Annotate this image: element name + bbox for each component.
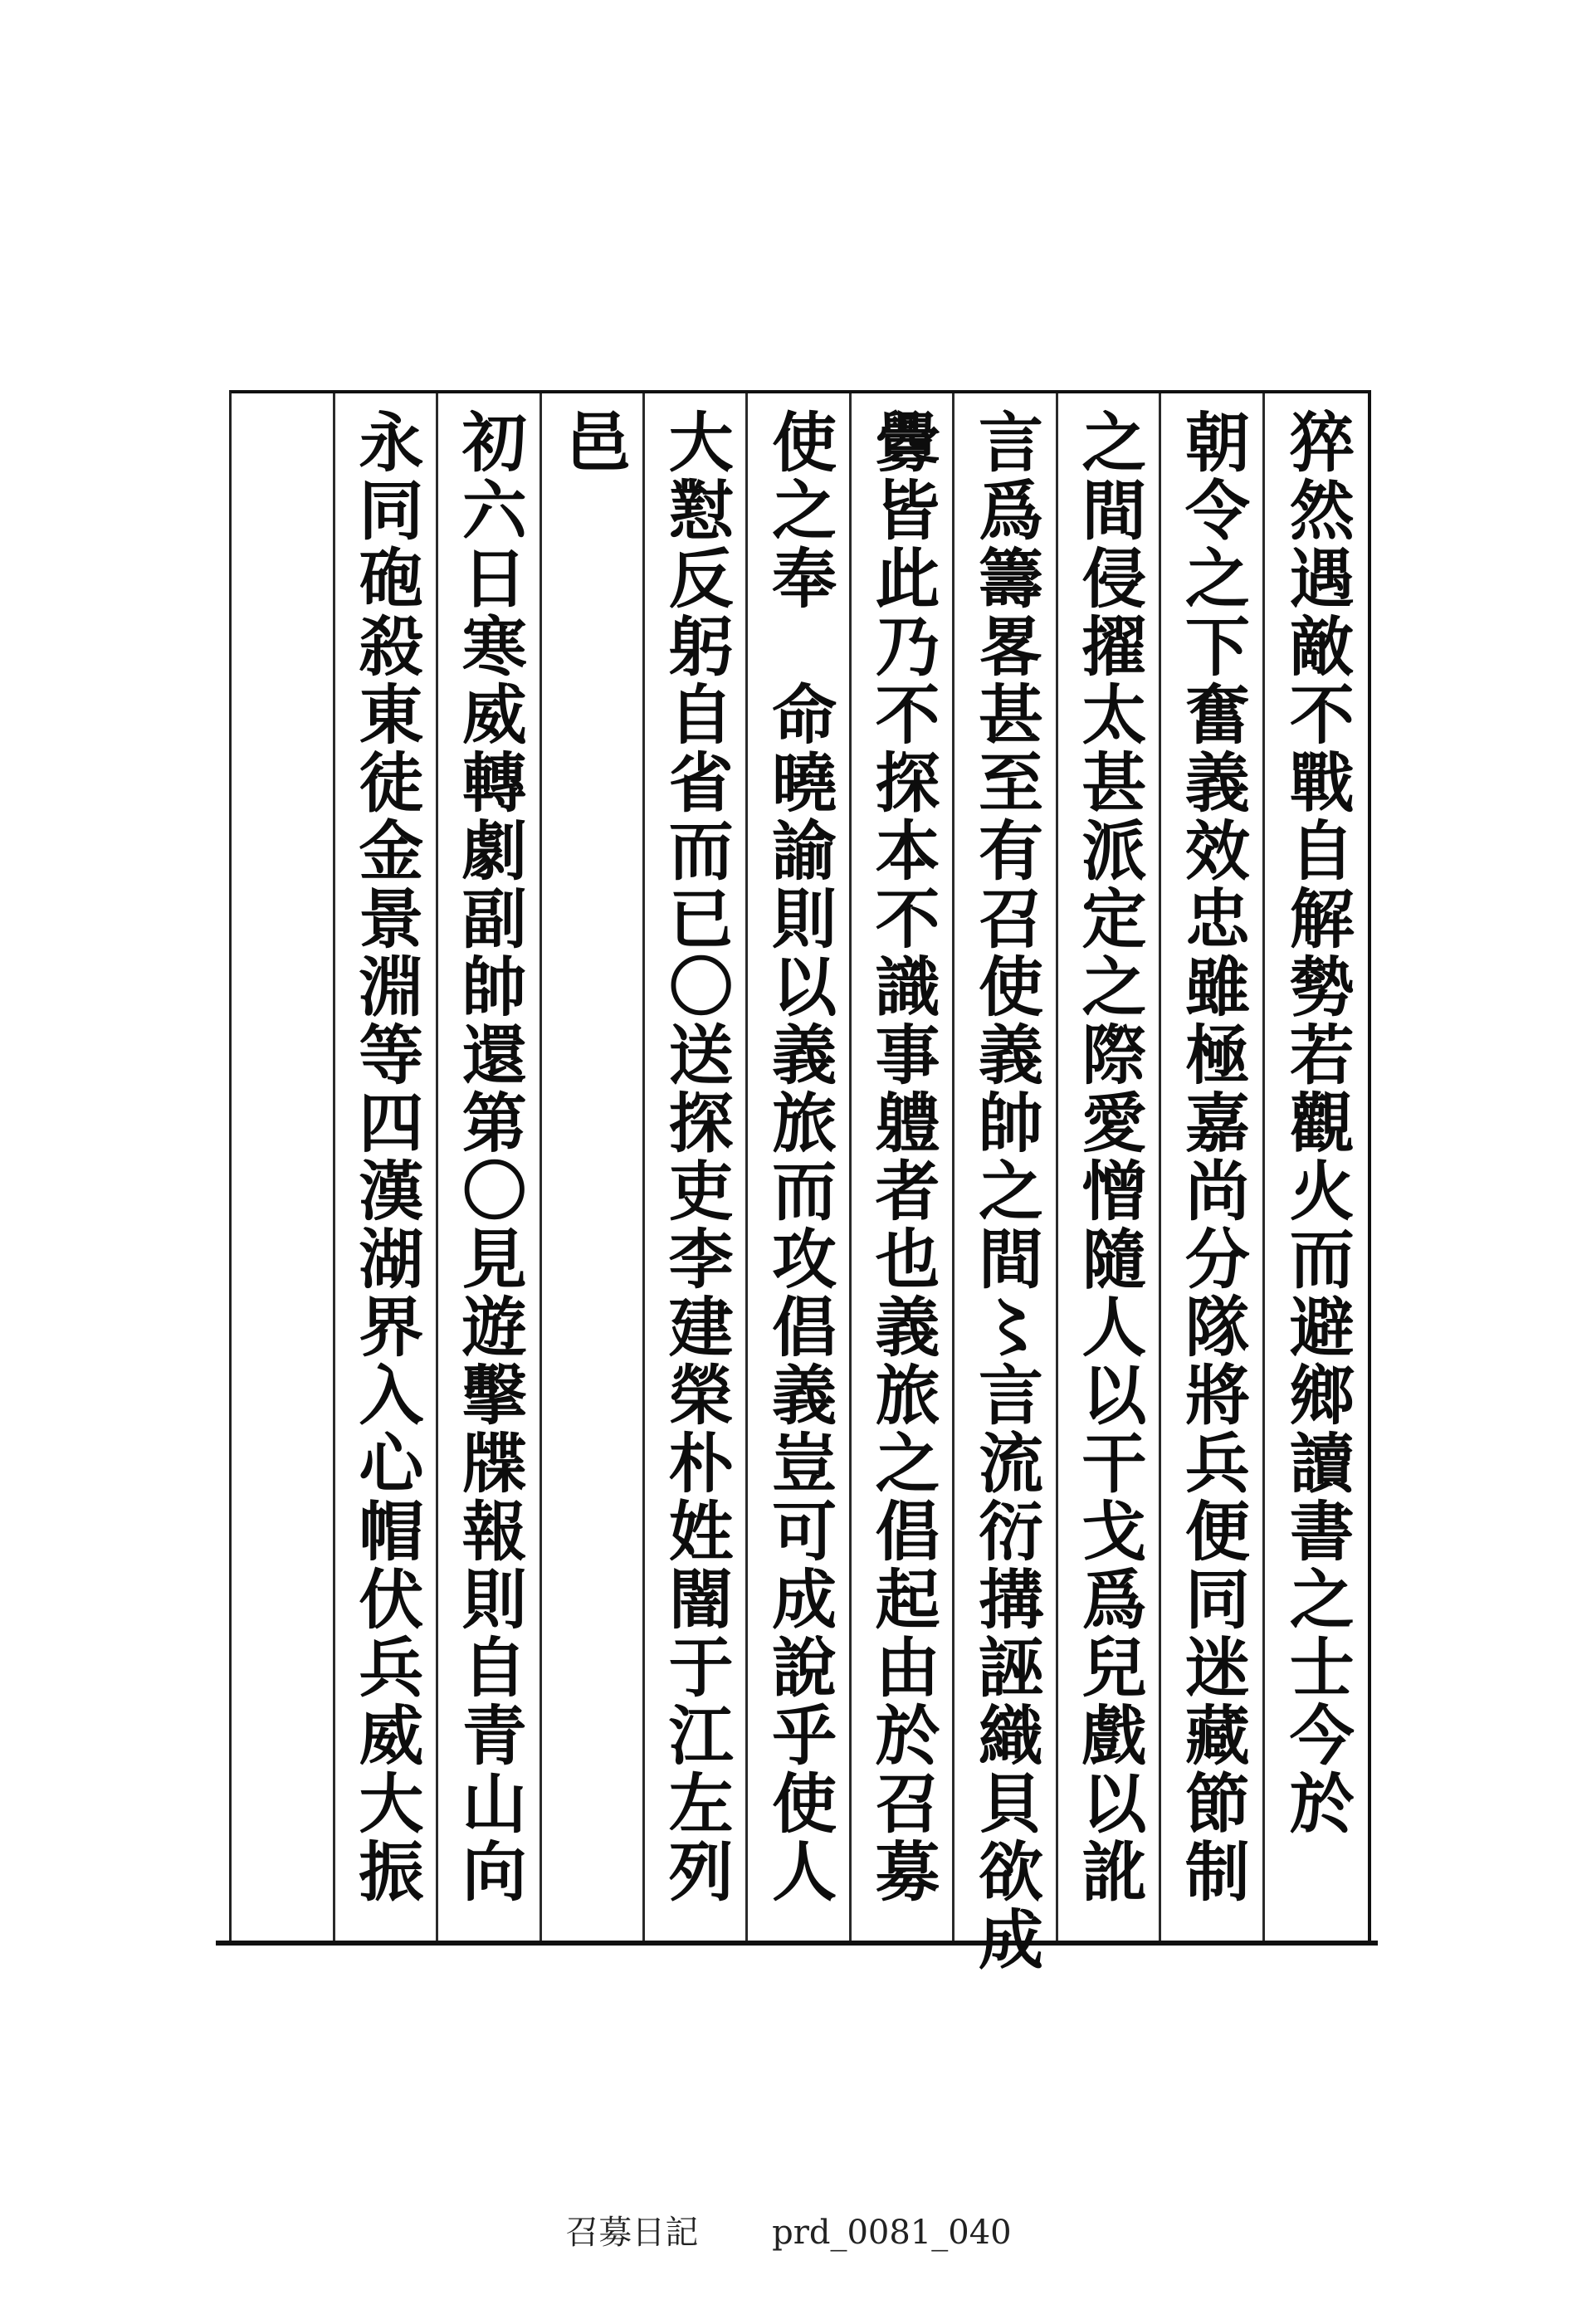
column-text: 猝然遇敵不戰自解勢若觀火而避鄉讀書之士今於: [1278, 408, 1355, 1838]
column-text: 使之奉 命曉諭則以義旅而攻倡義豈可成說乎使人: [761, 408, 837, 1906]
text-column-7: [645, 393, 748, 1941]
text-column-3: [1058, 393, 1161, 1941]
text-column-8: [542, 393, 645, 1941]
frame-bottom-rule: [216, 1941, 1378, 1946]
text-column-6: [748, 393, 851, 1941]
column-text: 大懟反躬自省而已〇送探吏李建榮朴姓闇于江左列: [657, 408, 734, 1906]
text-column-11: [232, 393, 334, 1941]
column-text: 初六日寒威轉劇副帥還第〇見遊擊牒報則自青山向: [451, 408, 527, 1906]
text-column-5: [852, 393, 954, 1941]
column-text: 永同砲殺東徒金景淵等四漢湖界入心帽伏兵威大振: [348, 408, 424, 1906]
text-column-4: [954, 393, 1057, 1974]
text-column-9: [438, 393, 541, 1941]
page-caption: [0, 2206, 1577, 2253]
text-column-1: [1265, 393, 1368, 1941]
column-text: 言爲籌畧甚至有召使義帥之間〻言流衍搆誣織貝欲成: [967, 408, 1043, 1974]
caption-title: 召募日記: [565, 2214, 699, 2252]
text-columns: [232, 393, 1368, 1974]
column-text: 釁皆此乃不探本不識事軆者也義旅之倡起由於召募: [864, 408, 940, 1906]
column-text: 朝令之下奮義效忠雖極嘉尚分隊將兵便同迷藏節制: [1174, 408, 1250, 1906]
text-column-10: [335, 393, 438, 1941]
column-text: 之間侵擢太甚派定之際愛憎隨人以干戈爲兒戲以訛: [1071, 408, 1147, 1906]
caption-id: prd_0081_040: [772, 2214, 1012, 2252]
text-column-2: [1161, 393, 1264, 1941]
column-text: 邑: [554, 408, 631, 476]
